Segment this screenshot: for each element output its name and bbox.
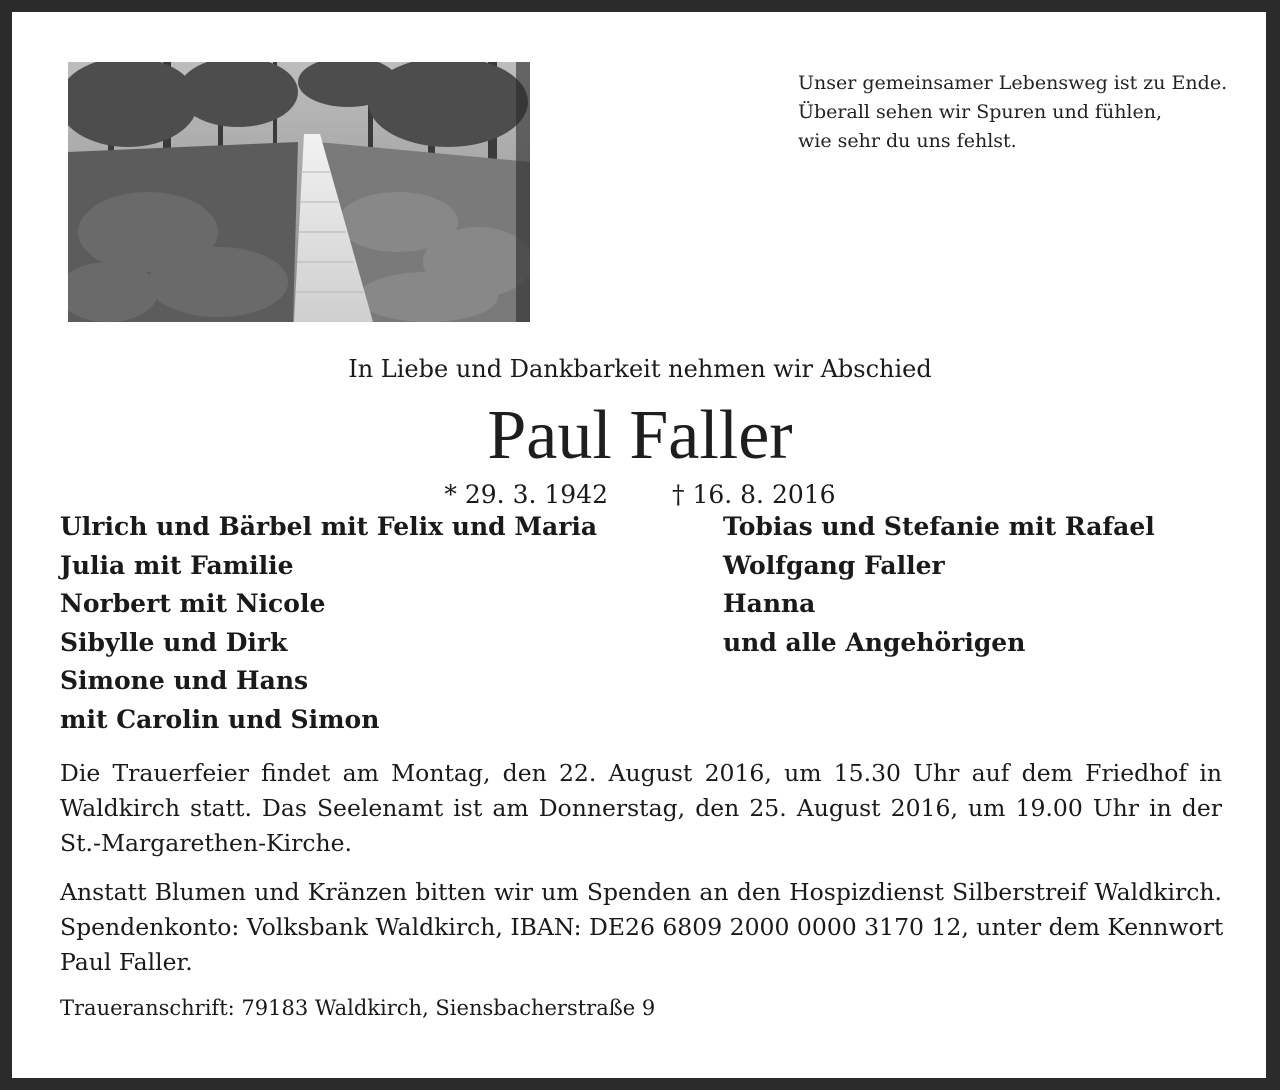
quote-line: Überall sehen wir Spuren und fühlen,	[798, 101, 1163, 123]
mourners-right-column	[723, 508, 1155, 662]
donation-line: Spendenkonto: Volksbank Waldkirch, IBAN: DE26 6809 2000 0000 3170 12, unter dem Kennwort	[60, 913, 1224, 941]
death-date: † 16. 8. 2016	[672, 480, 836, 509]
donation-paragraph	[60, 875, 1222, 980]
forest-boardwalk-photo	[68, 62, 530, 322]
mourner-line: Simone und Hans	[60, 666, 309, 695]
mourners-left-column	[60, 508, 597, 739]
farewell-intro: In Liebe und Dankbarkeit nehmen wir Abschied	[348, 355, 932, 383]
ceremony-line: Die Trauerfeier findet am Montag, den 22. August 2016, um 15.30 Uhr auf dem Friedhof in	[60, 759, 1222, 787]
mourner-line: Hanna	[723, 589, 816, 618]
ceremony-line: St.-Margarethen-Kirche.	[60, 829, 352, 857]
deceased-name: Paul Faller	[487, 397, 793, 474]
ceremony-line: Waldkirch statt. Das Seelenamt ist am Donnerstag, den 25. August 2016, um 19.00 Uhr in der	[60, 794, 1222, 822]
ceremony-paragraph	[60, 756, 1222, 861]
mourner-line: und alle Angehörigen	[723, 627, 1026, 657]
birth-date: * 29. 3. 1942	[444, 480, 608, 509]
mourner-line: mit Carolin und Simon	[60, 704, 380, 734]
quote-line: Unser gemeinsamer Lebensweg ist zu Ende.	[798, 72, 1228, 94]
mourner-line: Tobias und Stefanie mit Rafael	[723, 512, 1155, 541]
mourner-line: Norbert mit Nicole	[60, 589, 326, 618]
mourner-line: Julia mit Familie	[60, 550, 294, 580]
mourner-line: Wolfgang Faller	[723, 550, 945, 580]
quote-verse	[798, 69, 1258, 156]
donation-line: Anstatt Blumen und Kränzen bitten wir um Spenden an den Hospizdienst Silberstreif Waldkirch.	[60, 878, 1222, 906]
mourner-line: Sibylle und Dirk	[60, 627, 288, 657]
mourner-line: Ulrich und Bärbel mit Felix und Maria	[60, 512, 598, 541]
photo-image	[68, 62, 530, 322]
quote-line: wie sehr du uns fehlst.	[798, 130, 1017, 152]
donation-line: Paul Faller.	[60, 948, 193, 976]
mourning-address: Traueranschrift: 79183 Waldkirch, Siensbacherstraße 9	[60, 996, 656, 1020]
